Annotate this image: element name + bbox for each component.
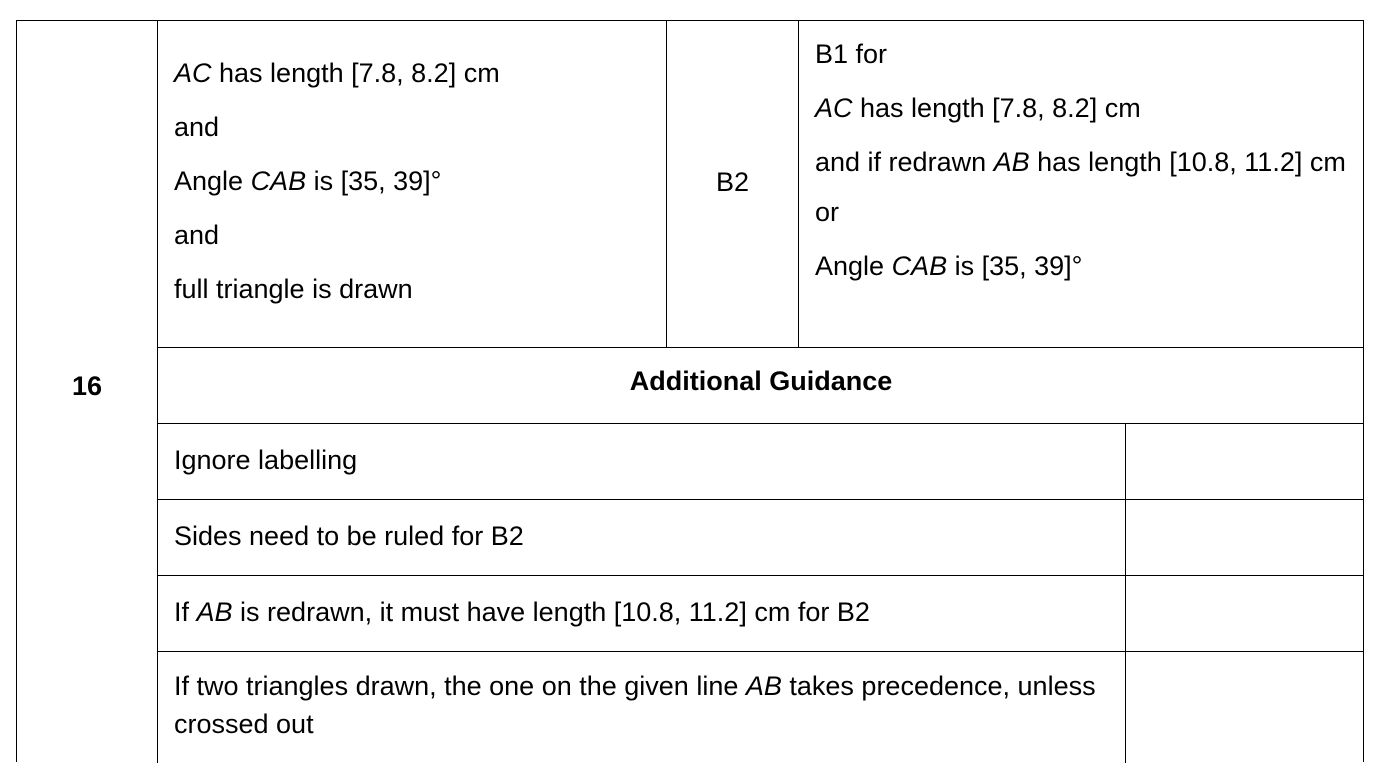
comments-line-3: and if redrawn AB has length [10.8, 11.2] cm bbox=[815, 147, 1346, 177]
answer-line-4: and bbox=[174, 220, 220, 250]
question-number: 16 bbox=[71, 371, 103, 401]
guidance-row-3: If AB is redrawn, it must have length [10.8, 11.2] cm for B2 bbox=[174, 597, 870, 627]
mark-cell: B2 bbox=[715, 167, 750, 197]
divider-heading-top bbox=[157, 347, 1364, 348]
guidance-row-4: If two triangles drawn, the one on the given line AB takes precedence, unless crossed out bbox=[174, 671, 1096, 739]
divider-mark-comments bbox=[798, 21, 799, 347]
comments-line-5: Angle CAB is [35, 39]° bbox=[815, 251, 1083, 281]
answer-line-1: AC has length [7.8, 8.2] cm bbox=[174, 58, 500, 88]
answer-cell bbox=[174, 58, 654, 305]
answer-line-3: Angle CAB is [35, 39]° bbox=[174, 166, 442, 196]
mark-scheme-table bbox=[16, 20, 1364, 762]
comments-line-2: AC has length [7.8, 8.2] cm bbox=[815, 93, 1141, 123]
comments-line-1: B1 for bbox=[815, 39, 888, 69]
answer-line-5: full triangle is drawn bbox=[174, 274, 413, 304]
divider-guidance-right bbox=[1125, 423, 1126, 763]
guidance-row-1: Ignore labelling bbox=[174, 445, 358, 475]
divider-guidance-row-2 bbox=[157, 575, 1364, 576]
guidance-row-2: Sides need to be ruled for B2 bbox=[174, 521, 524, 551]
comments-cell bbox=[815, 39, 1355, 282]
divider-guidance-row-3 bbox=[157, 651, 1364, 652]
divider-guidance-row-1 bbox=[157, 499, 1364, 500]
divider-heading-bottom bbox=[157, 423, 1364, 424]
guidance-heading: Additional Guidance bbox=[629, 366, 893, 396]
answer-line-2: and bbox=[174, 112, 220, 142]
comments-line-4: or bbox=[815, 197, 840, 227]
